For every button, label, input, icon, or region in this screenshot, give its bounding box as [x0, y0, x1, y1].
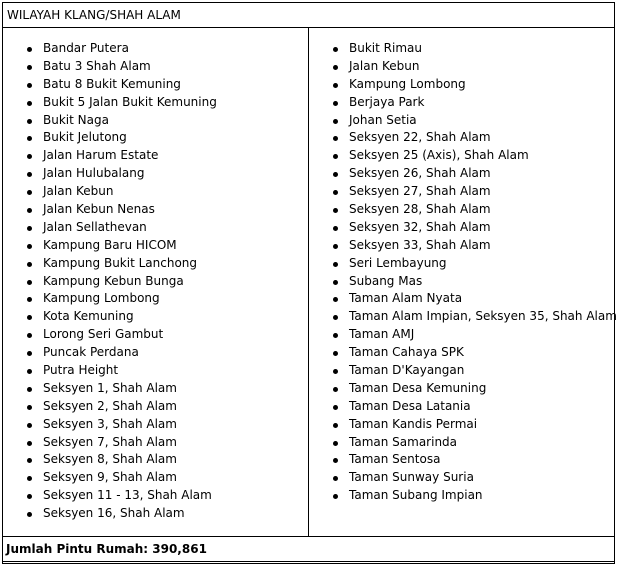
area-name: Jalan Harum Estate	[43, 148, 159, 163]
area-name: Subang Mas	[349, 273, 423, 288]
list-item	[27, 326, 217, 344]
list-item	[333, 112, 617, 130]
area-name: Bukit 5 Jalan Bukit Kemuning	[43, 94, 217, 109]
list-item	[333, 165, 617, 183]
bullet-icon	[333, 369, 338, 374]
bullet-icon	[333, 405, 338, 410]
list-item	[333, 94, 617, 112]
bullet-icon	[27, 262, 32, 267]
list-item	[333, 398, 617, 416]
list-item	[27, 165, 217, 183]
bullet-icon	[333, 154, 338, 159]
bullet-icon	[27, 190, 32, 195]
bullet-icon	[27, 423, 32, 428]
list-item	[27, 273, 217, 291]
list-item	[333, 469, 617, 487]
list-item	[27, 380, 217, 398]
bullet-icon	[27, 172, 32, 177]
area-name: Taman Alam Impian, Seksyen 35, Shah Alam	[349, 309, 617, 324]
area-name: Kampung Lombong	[349, 76, 466, 91]
list-item	[333, 344, 617, 362]
area-name: Jalan Hulubalang	[43, 166, 145, 181]
bullet-icon	[333, 83, 338, 88]
list-item	[333, 290, 617, 308]
list-item	[27, 451, 217, 469]
bullet-icon	[333, 226, 338, 231]
list-item	[27, 362, 217, 380]
list-item	[27, 58, 217, 76]
bullet-icon	[27, 405, 32, 410]
area-name: Taman Samarinda	[349, 434, 458, 449]
area-name: Seksyen 11 - 13, Shah Alam	[43, 488, 212, 503]
list-item	[333, 58, 617, 76]
list-item	[27, 219, 217, 237]
bullet-icon	[333, 65, 338, 70]
list-item	[27, 147, 217, 165]
list-item	[27, 255, 217, 273]
list-item	[333, 326, 617, 344]
area-name: Seksyen 32, Shah Alam	[349, 219, 491, 234]
area-name: Putra Height	[43, 363, 119, 378]
list-item	[27, 487, 217, 505]
list-item	[27, 76, 217, 94]
bullet-icon	[27, 297, 32, 302]
area-name: Taman AMJ	[349, 327, 415, 342]
area-name: Seksyen 7, Shah Alam	[43, 434, 177, 449]
area-name: Jalan Kebun Nenas	[43, 202, 155, 217]
bullet-icon	[27, 83, 32, 88]
bullet-icon	[27, 154, 32, 159]
area-name: Kampung Kebun Bunga	[43, 273, 184, 288]
area-name: Seksyen 1, Shah Alam	[43, 380, 177, 395]
bullet-icon	[333, 280, 338, 285]
bullet-icon	[333, 494, 338, 499]
area-name: Batu 8 Bukit Kemuning	[43, 76, 181, 91]
bullet-icon	[333, 208, 338, 213]
list-item	[27, 505, 217, 523]
area-name: Taman D'Kayangan	[349, 363, 465, 378]
list-item	[27, 94, 217, 112]
bullet-icon	[27, 119, 32, 124]
bullet-icon	[27, 333, 32, 338]
area-name: Seksyen 25 (Axis), Shah Alam	[349, 148, 529, 163]
list-item	[333, 201, 617, 219]
right-area-list	[333, 40, 617, 505]
area-name: Lorong Seri Gambut	[43, 327, 164, 342]
list-item	[27, 237, 217, 255]
area-name: Seksyen 27, Shah Alam	[349, 184, 491, 199]
bullet-icon	[27, 65, 32, 70]
list-item	[27, 469, 217, 487]
list-item	[333, 416, 617, 434]
area-name: Berjaya Park	[349, 94, 425, 109]
list-item	[333, 255, 617, 273]
bullet-icon	[333, 172, 338, 177]
list-item	[333, 362, 617, 380]
list-item	[333, 219, 617, 237]
area-name: Bukit Jelutong	[43, 130, 127, 145]
list-item	[27, 129, 217, 147]
list-item	[333, 451, 617, 469]
area-name: Seksyen 26, Shah Alam	[349, 166, 491, 181]
list-item	[27, 183, 217, 201]
left-area-list	[27, 40, 217, 523]
list-item	[27, 40, 217, 58]
list-item	[333, 129, 617, 147]
bullet-icon	[27, 369, 32, 374]
area-name: Jalan Kebun	[349, 58, 420, 73]
area-name: Taman Desa Kemuning	[349, 380, 487, 395]
bullet-icon	[27, 226, 32, 231]
bullet-icon	[333, 119, 338, 124]
area-name: Seri Lembayung	[349, 255, 447, 270]
bullet-icon	[27, 280, 32, 285]
area-name: Taman Subang Impian	[349, 488, 483, 503]
list-item	[27, 416, 217, 434]
bullet-icon	[27, 315, 32, 320]
list-item	[27, 344, 217, 362]
area-name: Kampung Bukit Lanchong	[43, 255, 198, 270]
list-item	[27, 112, 217, 130]
bullet-icon	[27, 136, 32, 141]
bullet-icon	[27, 208, 32, 213]
area-name: Seksyen 33, Shah Alam	[349, 237, 491, 252]
bullet-icon	[27, 387, 32, 392]
list-item	[333, 487, 617, 505]
area-name: Taman Sentosa	[349, 452, 441, 467]
area-name: Bukit Rimau	[349, 41, 422, 55]
total-households: Jumlah Pintu Rumah: 390,861	[6, 542, 207, 556]
bullet-icon	[27, 441, 32, 446]
bullet-icon	[333, 47, 338, 52]
bullet-icon	[333, 244, 338, 249]
area-name: Kampung Lombong	[43, 291, 160, 306]
area-name: Seksyen 3, Shah Alam	[43, 416, 177, 431]
bullet-icon	[333, 136, 338, 141]
area-name: Taman Alam Nyata	[349, 291, 463, 306]
list-item	[333, 183, 617, 201]
bullet-icon	[27, 47, 32, 52]
list-item	[333, 237, 617, 255]
area-name: Batu 3 Shah Alam	[43, 58, 151, 73]
area-name: Seksyen 28, Shah Alam	[349, 202, 491, 217]
list-item	[333, 40, 617, 58]
area-name: Seksyen 9, Shah Alam	[43, 470, 177, 485]
area-name: Taman Kandis Permai	[349, 416, 478, 431]
bullet-icon	[27, 351, 32, 356]
bottom-border	[2, 561, 615, 562]
list-item	[333, 76, 617, 94]
list-item	[333, 273, 617, 291]
bullet-icon	[333, 476, 338, 481]
column-divider	[308, 27, 309, 536]
area-name: Jalan Sellathevan	[43, 219, 147, 234]
area-name: Puncak Perdana	[43, 345, 139, 360]
list-item	[27, 434, 217, 452]
area-name: Taman Cahaya SPK	[349, 345, 464, 360]
bullet-icon	[333, 101, 338, 106]
area-name: Seksyen 2, Shah Alam	[43, 398, 177, 413]
bullet-icon	[27, 101, 32, 106]
area-name: Kampung Baru HICOM	[43, 237, 177, 252]
list-item	[27, 290, 217, 308]
bullet-icon	[27, 476, 32, 481]
list-item	[27, 398, 217, 416]
bullet-icon	[27, 512, 32, 517]
area-name: Bukit Naga	[43, 112, 109, 127]
bullet-icon	[27, 458, 32, 463]
area-name: Seksyen 16, Shah Alam	[43, 506, 185, 521]
area-name: Bandar Putera	[43, 41, 129, 55]
bullet-icon	[333, 351, 338, 356]
table-header: WILAYAH KLANG/SHAH ALAM	[2, 2, 615, 28]
list-item	[333, 380, 617, 398]
bullet-icon	[333, 297, 338, 302]
bullet-icon	[333, 387, 338, 392]
bullet-icon	[333, 458, 338, 463]
area-name: Taman Desa Latania	[349, 398, 471, 413]
list-item	[333, 147, 617, 165]
bullet-icon	[333, 190, 338, 195]
list-item	[27, 308, 217, 326]
list-item	[27, 201, 217, 219]
bullet-icon	[333, 315, 338, 320]
bullet-icon	[27, 494, 32, 499]
area-name: Kota Kemuning	[43, 309, 134, 324]
area-name: Johan Setia	[349, 112, 417, 127]
area-name: Seksyen 8, Shah Alam	[43, 452, 177, 467]
bullet-icon	[27, 244, 32, 249]
area-name: Taman Sunway Suria	[349, 470, 474, 485]
list-item	[333, 434, 617, 452]
area-name: Jalan Kebun	[43, 184, 114, 199]
bullet-icon	[333, 262, 338, 267]
list-item	[333, 308, 617, 326]
bullet-icon	[333, 333, 338, 338]
bullet-icon	[333, 441, 338, 446]
area-name: Seksyen 22, Shah Alam	[349, 130, 491, 145]
bullet-icon	[333, 423, 338, 428]
